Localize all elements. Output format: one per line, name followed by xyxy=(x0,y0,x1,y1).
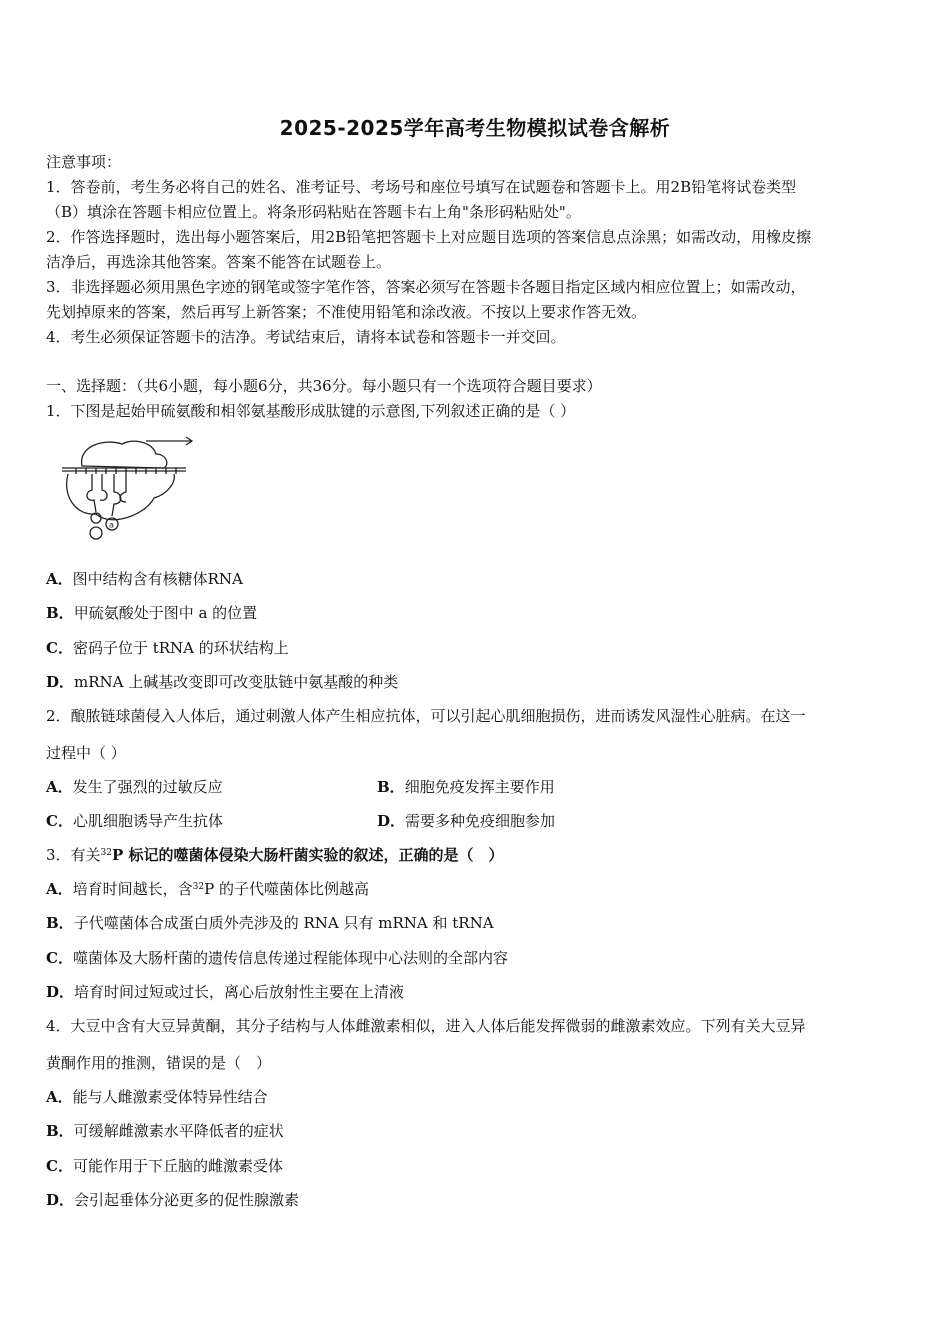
q1-option-b xyxy=(46,603,257,623)
option-label: A． xyxy=(46,570,73,588)
section-heading: 一、选择题：（共6小题，每小题6分，共36分。每小题只有一个选项符合题目要求） xyxy=(46,377,602,395)
option-text: 子代噬菌体合成蛋白质外壳涉及的 RNA 只有 mRNA 和 tRNA xyxy=(73,914,494,932)
option-text: 细胞免疫发挥主要作用 xyxy=(404,778,555,796)
q2-option-c xyxy=(46,811,223,831)
q3-stem-pre: 3．有关 xyxy=(46,846,101,864)
option-text: 可缓解雌激素水平降低者的症状 xyxy=(73,1122,284,1140)
notice-line-7: 4．考生必须保证答题卡的洁净。考试结束后，请将本试卷和答题卡一并交回。 xyxy=(46,328,566,346)
option-label: B． xyxy=(46,604,74,622)
q4-stem-1: 4．大豆中含有大豆异黄酮，其分子结构与人体雌激素相似，进入人体后能发挥微弱的雌激素效应。下列有关大豆异 xyxy=(46,1017,806,1035)
q4-option-a xyxy=(46,1087,268,1107)
option-label: B． xyxy=(46,914,74,932)
option-text: 甲硫氨酸处于图中 a 的位置 xyxy=(73,604,258,622)
notice-line-2: （B）填涂在答题卡相应位置上。将条形码粘贴在答题卡右上角"条形码粘贴处"。 xyxy=(46,203,581,221)
q3-option-a xyxy=(46,879,369,899)
q2-stem-1: 2．酿脓链球菌侵入人体后，通过刺激人体产生相应抗体，可以引起心肌细胞损伤，进而诱发风湿性心脏病。在这一 xyxy=(46,707,806,725)
option-text: 噬菌体及大肠杆菌的遗传信息传递过程能体现中心法则的全部内容 xyxy=(72,949,508,967)
option-text: 需要多种免疫细胞参加 xyxy=(405,812,556,830)
figure-label-a: a xyxy=(109,520,114,530)
notice-line-4: 洁净后，再选涂其他答案。答案不能答在试题卷上。 xyxy=(46,253,392,271)
option-text-pre: 培育时间越长，含 xyxy=(72,880,193,898)
option-text: 密码子位于 tRNA 的环状结构上 xyxy=(72,639,289,657)
notice-line-3: 2．作答选择题时，选出每小题答案后，用2B铅笔把答题卡上对应题目选项的答案信息点涂黑；如需改动，用橡皮擦 xyxy=(46,228,812,246)
option-label: B． xyxy=(377,778,405,796)
option-label: B． xyxy=(46,1122,74,1140)
q3-option-d xyxy=(46,982,404,1002)
option-label: A． xyxy=(46,778,73,796)
option-text: 能与人雌激素受体特异性结合 xyxy=(72,1088,268,1106)
q2-stem-2: 过程中（ ） xyxy=(46,744,126,762)
option-text: 发生了强烈的过敏反应 xyxy=(72,778,223,796)
q3-stem-post: P 标记的噬菌体侵染大肠杆菌实验的叙述，正确的是（ ） xyxy=(112,846,504,864)
q4-stem-2: 黄酮作用的推测，错误的是（ ） xyxy=(46,1054,272,1072)
q2-option-d xyxy=(377,811,555,831)
q1-option-a xyxy=(46,569,243,589)
option-sup: 32 xyxy=(192,882,205,892)
option-label: C． xyxy=(46,812,73,830)
option-label: D． xyxy=(46,673,75,691)
notice-line-6: 先划掉原来的答案，然后再写上新答案；不准使用铅笔和涂改液。不按以上要求作答无效。 xyxy=(46,303,647,321)
option-label: C． xyxy=(46,949,73,967)
q4-option-d xyxy=(46,1190,299,1210)
q1-stem: 1．下图是起始甲硫氨酸和相邻氨基酸形成肽键的示意图,下列叙述正确的是（ ） xyxy=(46,402,576,420)
option-label: C． xyxy=(46,1157,73,1175)
q3-option-c xyxy=(46,948,508,968)
option-label: A． xyxy=(46,1088,73,1106)
option-text: 会引起垂体分泌更多的促性腺激素 xyxy=(74,1191,300,1209)
option-text: 培育时间过短或过长，离心后放射性主要在上清液 xyxy=(74,983,405,1001)
page-title: 2025-2025学年高考生物模拟试卷含解析 xyxy=(279,116,671,140)
option-text: mRNA 上碱基改变即可改变肽链中氨基酸的种类 xyxy=(74,673,399,691)
option-text: 心肌细胞诱导产生抗体 xyxy=(72,812,223,830)
q2-option-a xyxy=(46,777,223,797)
notice-line-5: 3．非选择题必须用黑色字迹的钢笔或签字笔作答，答案必须写在答题卡各题目指定区域内相应位置上；如需改动， xyxy=(46,278,806,296)
option-text: 图中结构含有核糖体RNA xyxy=(72,570,243,588)
option-text-post: P 的子代噬菌体比例越高 xyxy=(204,880,369,898)
option-text: 可能作用于下丘脑的雌激素受体 xyxy=(72,1157,283,1175)
q3-stem xyxy=(46,845,504,865)
option-label: A． xyxy=(46,880,73,898)
option-label: C． xyxy=(46,639,73,657)
ribosome-diagram xyxy=(56,432,196,544)
option-label: D． xyxy=(46,983,75,1001)
option-label: D． xyxy=(377,812,406,830)
q4-option-c xyxy=(46,1156,283,1176)
notice-line-1: 1．答卷前，考生务必将自己的姓名、准考证号、考场号和座位号填写在试题卷和答题卡上。用2B铅笔将试卷类型 xyxy=(46,178,797,196)
q1-option-d xyxy=(46,672,398,692)
q2-option-b xyxy=(377,777,555,797)
q3-stem-sup: 32 xyxy=(100,848,112,858)
q4-option-b xyxy=(46,1121,284,1141)
notice-heading: 注意事项： xyxy=(46,153,122,171)
option-label: D． xyxy=(46,1191,75,1209)
q1-option-c xyxy=(46,638,289,658)
q3-option-b xyxy=(46,913,494,933)
